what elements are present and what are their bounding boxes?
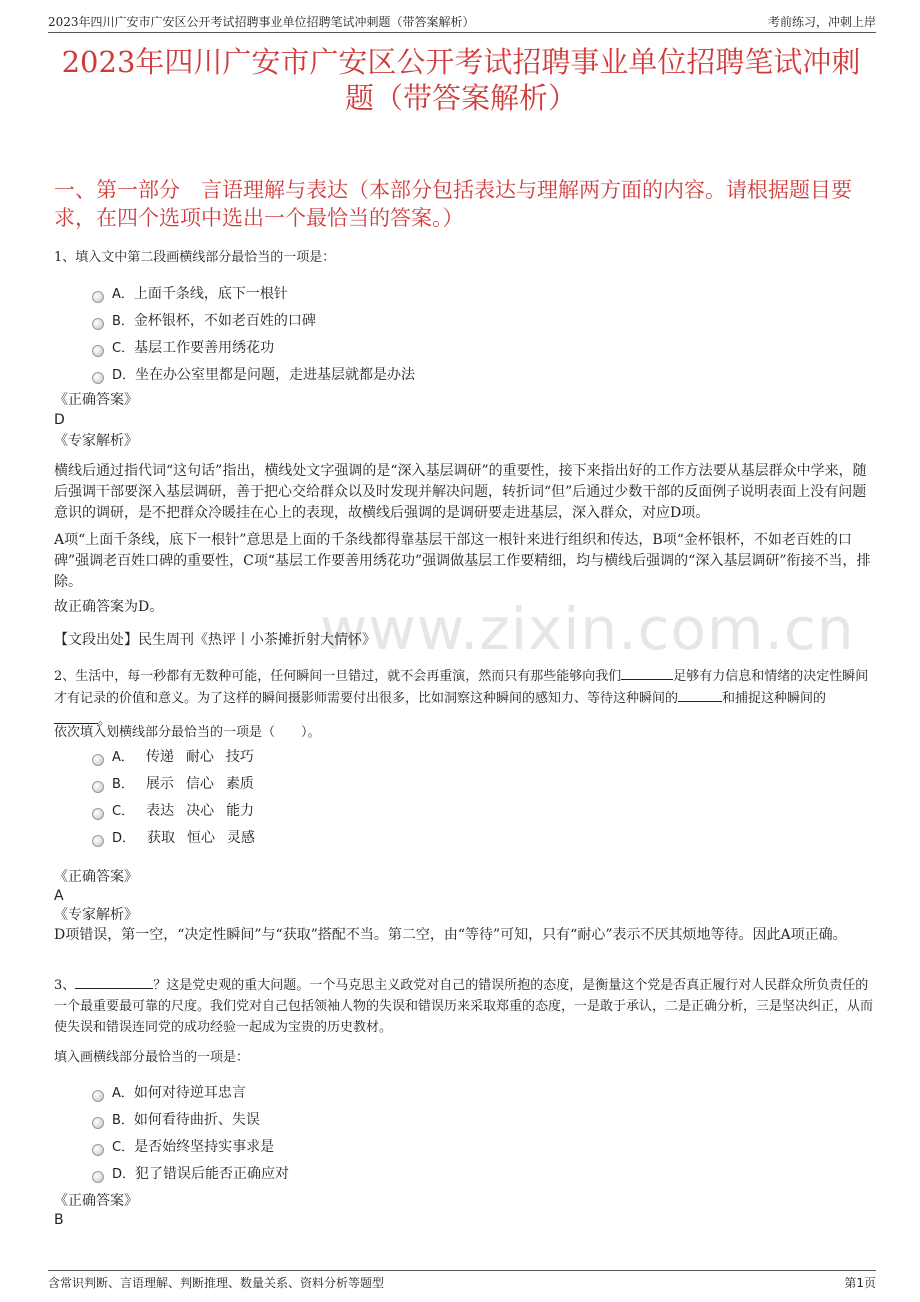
q3-stem-rest: ？这是党史观的重大问题。一个马克思主义政党对自己的错误所抱的态度，是衡量这个党是否真正履行对人民群众所负责任的一个最重要最可靠的尺度。我们党对自己包括领袖人物的失误和错误历来采取郑重的态度，一是敢于承认，二是正确分析，三是坚决纠正，从而使失误和错误连同党的成功经验一起成为宝贵的历史教材。 — [54, 978, 874, 1035]
option-label: C． — [112, 341, 135, 356]
q2-answer: A — [54, 888, 64, 904]
radio-icon[interactable] — [92, 318, 104, 330]
option-text: 如何看待曲折、失误 — [133, 1112, 260, 1128]
q3-prompt: 填入画横线部分最恰当的一项是： — [54, 1050, 250, 1065]
q3-answer: B — [54, 1212, 64, 1228]
q1-analysis-para-1: 横线后通过指代词“这句话”指出，横线处文字强调的是“深入基层调研”的重要性，接下来指出好的工作方法要从基层群众中学来，随后强调干部要深入基层调研，善于把心交给群众以及时发现并解决问题，转折词“但”后通过少数干部的反面例子说明表面上没有问题意识的调研，是不把群众冷暖挂在心上的表现，故横线后强调的是调研要走进基层，深入群众，对应D项。 — [54, 463, 867, 521]
radio-icon[interactable] — [92, 754, 104, 766]
option-word: 能力 — [226, 803, 255, 819]
radio-icon[interactable] — [92, 835, 104, 847]
option-text: 是否始终坚持实事求是 — [134, 1139, 275, 1155]
q2-stem-part-2: 足够有力信息和情绪的决定性瞬间才有记录的价值和意义。为了这样的瞬间摄影师需要付出很多，比如洞察这种瞬间的感知力、等待这种瞬间的 — [54, 669, 869, 706]
radio-icon[interactable] — [92, 808, 104, 820]
blank-line — [621, 665, 673, 680]
option-word: 灵感 — [227, 830, 256, 846]
option-label: C． — [112, 1140, 135, 1155]
radio-icon[interactable] — [92, 1117, 104, 1129]
footer-question-types: 含常识判断、言语理解、判断推理、数量关系、资料分析等题型 — [48, 1276, 385, 1290]
option-word: 技巧 — [225, 749, 254, 765]
q1-analysis-label: 《专家解析》 — [54, 433, 138, 449]
q2-analysis-label: 《专家解析》 — [54, 907, 138, 923]
option-label: A． — [112, 1086, 134, 1101]
option-text: 上面千条线，底下一根针 — [133, 286, 288, 302]
option-word: 获取 — [147, 830, 176, 846]
page-number-value: 1 — [856, 1276, 864, 1290]
q2-stem-part-4: 。 — [98, 713, 112, 728]
radio-icon[interactable] — [92, 781, 104, 793]
q2-stem-part-3: 和捕捉这种瞬间的 — [722, 691, 827, 706]
option-word: 展示 — [145, 776, 174, 792]
document-title: 2023年四川广安市广安区公开考试招聘事业单位招聘笔试冲刺题（带答案解析） — [61, 45, 861, 115]
option-text: 犯了错误后能否正确应对 — [135, 1166, 290, 1182]
q1-analysis-para-2: A项“上面千条线，底下一根针”意思是上面的千条线都得靠基层干部这一根针来进行组织和传达，B项“金杯银杯，不如老百姓的口碑”强调老百姓口碑的重要性，C项“基层工作要善用绣花功”强调做基层工作要精细，均与横线后强调的“深入基层调研”衔接不当，排除。 — [54, 532, 871, 590]
radio-icon[interactable] — [92, 1171, 104, 1183]
option-word: 耐心 — [185, 749, 214, 765]
q1-option-a[interactable] — [92, 283, 288, 303]
q3-stem — [54, 974, 874, 1038]
page-suffix: 页 — [863, 1276, 876, 1290]
option-label: A． — [112, 287, 134, 302]
q3-stem-lead: 3、 — [54, 978, 76, 993]
q1-source: 【文段出处】民生周刊《热评丨小茶摊折射大情怀》 — [54, 632, 376, 648]
header-tagline: 考前练习，冲刺上岸 — [767, 15, 876, 29]
q1-stem: 1、填入文中第二段画横线部分最恰当的一项是： — [54, 250, 336, 265]
page-header — [48, 12, 876, 33]
option-label: B． — [112, 1113, 134, 1128]
q1-analysis-conclusion: 故正确答案为D。 — [54, 599, 164, 615]
page-number — [844, 1274, 876, 1291]
blank-line — [75, 974, 153, 989]
q3-option-d[interactable] — [92, 1163, 289, 1183]
option-label: D． — [112, 1167, 136, 1182]
q3-option-c[interactable] — [92, 1136, 274, 1156]
header-document-title: 2023年四川广安市广安区公开考试招聘事业单位招聘笔试冲刺题（带答案解析） — [48, 15, 475, 29]
radio-icon[interactable] — [92, 372, 104, 384]
radio-icon[interactable] — [92, 1144, 104, 1156]
option-word: 表达 — [146, 803, 175, 819]
option-label: D． — [112, 368, 136, 383]
watermark: www.zixin.com.cn — [320, 595, 855, 663]
option-label: C． — [112, 804, 135, 819]
q2-answer-label: 《正确答案》 — [54, 869, 138, 885]
q1-option-c[interactable] — [92, 337, 274, 357]
section-heading: 一、第一部分 言语理解与表达（本部分包括表达与理解两方面的内容。请根据题目要求，在四个选项中选出一个最恰当的答案。） — [54, 178, 852, 230]
q1-option-b[interactable] — [92, 310, 316, 330]
option-label: B． — [112, 777, 134, 792]
option-text: 基层工作要善用绣花功 — [134, 340, 275, 356]
q1-option-d[interactable] — [92, 364, 415, 384]
option-word: 决心 — [186, 803, 215, 819]
option-text: 如何对待逆耳忠言 — [133, 1085, 246, 1101]
page-footer — [48, 1270, 876, 1294]
q1-answer: D — [54, 412, 65, 428]
q3-option-b[interactable] — [92, 1109, 260, 1129]
option-word: 传递 — [145, 749, 174, 765]
q2-prompt: 依次填入划横线部分最恰当的一项是（ ）。 — [54, 725, 321, 740]
q2-option-a[interactable] — [92, 746, 254, 766]
radio-icon[interactable] — [92, 291, 104, 303]
q3-option-a[interactable] — [92, 1082, 246, 1102]
blank-line — [678, 687, 722, 702]
q2-analysis: D项错误，第一空，“决定性瞬间”与“获取”搭配不当。第二空，由“等待”可知，只有“耐心”表示不厌其烦地等待。因此A项正确。 — [54, 927, 847, 943]
radio-icon[interactable] — [92, 1090, 104, 1102]
option-word: 信心 — [185, 776, 214, 792]
option-text: 坐在办公室里都是问题，走进基层就都是办法 — [135, 367, 416, 383]
option-label: B． — [112, 314, 134, 329]
option-label: A． — [112, 750, 134, 765]
option-text: 金杯银杯，不如老百姓的口碑 — [133, 313, 316, 329]
radio-icon[interactable] — [92, 345, 104, 357]
q2-option-d[interactable] — [92, 827, 255, 847]
page-prefix: 第 — [844, 1276, 857, 1290]
q2-option-c[interactable] — [92, 800, 254, 820]
option-word: 素质 — [225, 776, 254, 792]
option-word: 恒心 — [187, 830, 216, 846]
option-label: D． — [112, 831, 136, 846]
q3-answer-label: 《正确答案》 — [54, 1193, 138, 1209]
q2-stem-part-1: 2、生活中，每一秒都有无数种可能，任何瞬间一旦错过，就不会再重演，然而只有那些能够向我们 — [54, 669, 622, 684]
q1-answer-label: 《正确答案》 — [54, 392, 138, 408]
q2-option-b[interactable] — [92, 773, 254, 793]
